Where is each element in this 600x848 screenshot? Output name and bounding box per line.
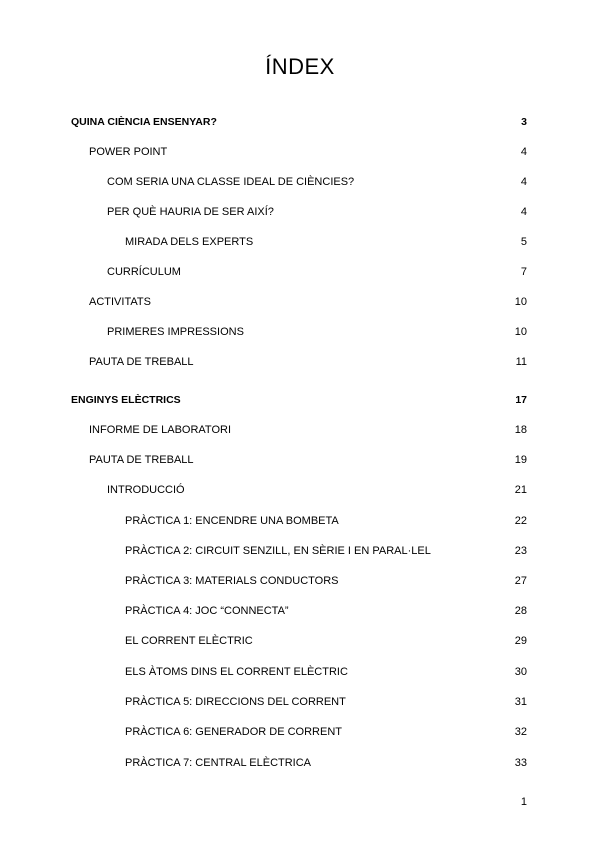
toc-entry-label: PRÀCTICA 6: GENERADOR DE CORRENT xyxy=(125,726,342,738)
toc-entry-page: 18 xyxy=(514,424,527,436)
toc-entry-page: 4 xyxy=(520,146,527,158)
toc-entry xyxy=(0,354,600,370)
page-title: ÍNDEX xyxy=(265,54,335,79)
toc-entry xyxy=(0,603,600,619)
toc-entry xyxy=(0,694,600,710)
toc-entry-page: 21 xyxy=(514,484,527,496)
toc-entry-page: 17 xyxy=(515,394,527,406)
toc-entry xyxy=(0,174,600,190)
toc-entry-label: QUINA CIÈNCIA ENSENYAR? xyxy=(71,116,217,128)
toc-entry xyxy=(0,724,600,740)
toc-entry-page: 27 xyxy=(514,575,527,587)
toc-entry-page: 11 xyxy=(515,356,527,368)
toc-entry xyxy=(0,392,600,408)
toc-entry-label: PRÀCTICA 3: MATERIALS CONDUCTORS xyxy=(125,575,339,587)
toc-entry-label: PRÀCTICA 4: JOC “CONNECTA” xyxy=(125,605,289,617)
toc-entry-page: 19 xyxy=(514,454,527,466)
toc-entry xyxy=(0,204,600,220)
toc-entry-page: 10 xyxy=(514,296,527,308)
toc-entry xyxy=(0,543,600,559)
toc-entry-page: 4 xyxy=(520,206,527,218)
toc-entry-label: ACTIVITATS xyxy=(89,296,151,308)
toc-entry-label: PAUTA DE TREBALL xyxy=(89,356,194,368)
toc-entry xyxy=(0,144,600,160)
toc-entry-page: 33 xyxy=(514,757,527,769)
toc-entry xyxy=(0,482,600,498)
toc-entry-label: ENGINYS ELÈCTRICS xyxy=(71,394,181,406)
toc-entry-page: 23 xyxy=(514,545,527,557)
toc-entry-page: 30 xyxy=(514,666,527,678)
toc-entry xyxy=(0,324,600,340)
toc-entry-label: PRÀCTICA 7: CENTRAL ELÈCTRICA xyxy=(125,757,312,769)
toc-entry-label: INTRODUCCIÓ xyxy=(107,484,185,496)
toc-entry-page: 10 xyxy=(514,326,527,338)
page-number: 1 xyxy=(520,796,527,808)
toc-entry-label: ELS ÀTOMS DINS EL CORRENT ELÈCTRIC xyxy=(125,666,348,678)
toc-entry-page: 5 xyxy=(520,236,527,248)
toc-entry-label: INFORME DE LABORATORI xyxy=(89,424,232,436)
toc-entry-page: 7 xyxy=(520,266,527,278)
toc-entry-label: PER QUÈ HAURIA DE SER AIXÍ? xyxy=(107,206,274,218)
toc-entry-page: 4 xyxy=(520,176,527,188)
toc-entry xyxy=(0,114,600,130)
toc-entry-label: MIRADA DELS EXPERTS xyxy=(125,236,254,248)
toc-entry xyxy=(0,294,600,310)
toc-entry-label: PRÀCTICA 2: CIRCUIT SENZILL, EN SÈRIE I EN PARAL·LEL xyxy=(125,545,431,557)
toc-entry-page: 29 xyxy=(514,635,527,647)
toc-entry-label: CURRÍCULUM xyxy=(107,266,181,278)
toc-entry xyxy=(0,664,600,680)
toc-entry xyxy=(0,264,600,280)
toc-entry-page: 32 xyxy=(514,726,527,738)
toc-entry-label: POWER POINT xyxy=(89,146,168,158)
toc-entry-label: PRÀCTICA 5: DIRECCIONS DEL CORRENT xyxy=(125,696,346,708)
toc-entry-page: 3 xyxy=(521,116,527,128)
toc-entry xyxy=(0,234,600,250)
toc-entry xyxy=(0,755,600,771)
toc-entry xyxy=(0,573,600,589)
toc-entry xyxy=(0,422,600,438)
toc-entry xyxy=(0,633,600,649)
toc-entry-page: 28 xyxy=(514,605,527,617)
toc-entry-label: PAUTA DE TREBALL xyxy=(89,454,194,466)
toc-entry-label: EL CORRENT ELÈCTRIC xyxy=(125,635,253,647)
toc-entry-label: PRIMERES IMPRESSIONS xyxy=(107,326,244,338)
toc-entry-page: 22 xyxy=(514,515,527,527)
toc-entry-label: PRÀCTICA 1: ENCENDRE UNA BOMBETA xyxy=(125,515,339,527)
toc-entry xyxy=(0,452,600,468)
toc-entry-label: COM SERIA UNA CLASSE IDEAL DE CIÈNCIES? xyxy=(107,176,355,188)
toc-entry xyxy=(0,513,600,529)
toc-entry-page: 31 xyxy=(514,696,527,708)
